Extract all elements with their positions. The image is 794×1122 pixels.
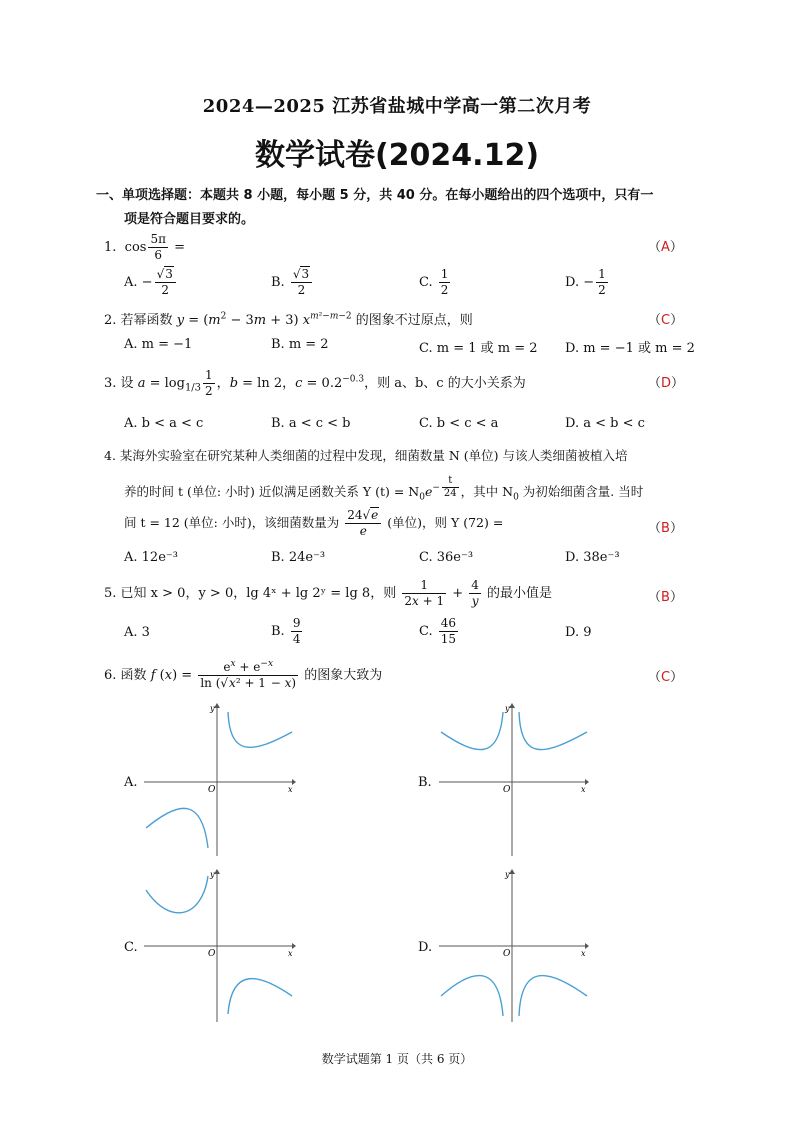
q5-option-d: D. 9 — [565, 625, 592, 640]
q1-option-b: B. $\frac{√3}{2}$ — [271, 267, 314, 298]
answer-letter: C — [661, 313, 671, 328]
q6-option-a-label: A. — [124, 775, 138, 790]
q3-option-a: A. b < a < c — [124, 416, 204, 431]
origin-label: O — [503, 785, 511, 795]
q5-option-a: A. 3 — [124, 625, 150, 640]
origin-label: O — [503, 949, 511, 959]
answer-6: （C） — [648, 670, 684, 685]
curve-left — [441, 976, 503, 1016]
curve-right — [228, 712, 292, 747]
graph-option-a — [140, 700, 300, 860]
x-axis-label: x — [288, 949, 293, 958]
q3-option-d: D. a < b < c — [565, 416, 645, 431]
q4-option-a: A. 12e⁻³ — [124, 550, 178, 565]
question-4-line1: 4. 某海外实验室在研究某种人类细菌的过程中发现，细菌数量 N (单位) 与该人类细菌被植入培 — [104, 448, 628, 463]
q6-option-d-label: D. — [418, 940, 433, 955]
graph-option-d — [435, 866, 595, 1026]
exam-title-line2: 数学试卷(2024.12) — [254, 138, 540, 173]
answer-letter: B — [661, 521, 670, 536]
q4-option-c: C. 36e⁻³ — [419, 550, 474, 565]
answer-letter: C — [661, 670, 671, 685]
curve-right — [519, 976, 587, 1016]
answer-1: （A） — [648, 240, 683, 255]
q2-option-d: D. m = −1 或 m = 2 — [565, 341, 695, 356]
q3-option-b: B. a < c < b — [271, 416, 351, 431]
q5-option-c: C. $\frac{46}{15}$ — [419, 616, 457, 646]
question-6: 6. 函数 f (x) = $\frac{e^x + e^{-x}}{\text{ln (√x² + 1 − x)}}$ 的图象大致为 — [104, 659, 383, 690]
exam-title-line1: 2024—2025 江苏省盐城中学高一第二次月考 — [202, 96, 592, 117]
x-axis-label: x — [288, 785, 293, 794]
y-axis-label: y — [505, 704, 510, 713]
graph-option-c — [140, 866, 300, 1026]
curve-right — [519, 712, 587, 750]
x-axis-label: x — [581, 785, 586, 794]
q3-option-c: C. b < c < a — [419, 416, 499, 431]
curve-left — [441, 712, 503, 750]
answer-2: （C） — [648, 313, 684, 328]
question-4-line3: 间 t = 12 (单位: 小时)，该细菌数量为 $\frac{24√e}{e}$ (单位)，则 Y (72) = — [124, 508, 504, 538]
curve-left — [146, 876, 208, 913]
answer-letter: D — [661, 376, 672, 391]
section-heading-line1: 一、单项选择题：本题共 8 小题，每小题 5 分，共 40 分。在每小题给出的四个选项中，只有一 — [96, 188, 654, 203]
q1-option-c: C. $\frac{1}{2}$ — [419, 267, 449, 297]
q4-option-d: D. 38e⁻³ — [565, 550, 620, 565]
curve-right — [228, 979, 292, 1014]
x-axis-label: x — [581, 949, 586, 958]
q1-option-d: D. − $\frac{1}{2}$ — [565, 267, 606, 297]
answer-letter: A — [661, 240, 670, 255]
answer-5: （B） — [648, 590, 683, 605]
q6-option-b-label: B. — [418, 775, 432, 790]
q2-option-c: C. m = 1 或 m = 2 — [419, 341, 538, 356]
question-number: 1. — [104, 240, 117, 255]
section-heading-line2: 项是符合题目要求的。 — [124, 212, 255, 227]
origin-label: O — [208, 785, 216, 795]
question-3: 3. 设 $a = \log_{1/3}$ $\frac{1}{2}$ ，b = ln 2，$c = 0.2^{-0.3}$，则 a、b、c 的大小关系为 — [104, 368, 526, 398]
curve-left — [146, 808, 208, 848]
question-5: 5. 已知 x > 0，y > 0，lg 4ˣ + lg 2ʸ = lg 8，则 $\frac{1}{2x + 1}$ + $\frac{4}{y}$ 的最小值是 — [104, 578, 553, 608]
q4-option-b: B. 24e⁻³ — [271, 550, 326, 565]
y-axis-label: y — [210, 870, 215, 879]
question-1: 1. cos $\frac{5\pi}{6}$ = — [104, 232, 186, 262]
graph-option-b — [435, 700, 595, 860]
q1-option-a: A. − $\frac{√3}{2}$ — [124, 267, 178, 298]
answer-3: （D） — [648, 376, 685, 391]
y-axis-label: y — [210, 704, 215, 713]
answer-letter: B — [661, 590, 670, 605]
y-axis-label: y — [505, 870, 510, 879]
answer-4: （B） — [648, 521, 683, 536]
origin-label: O — [208, 949, 216, 959]
q2-option-b: B. m = 2 — [271, 337, 329, 352]
question-4-line2: 养的时间 t (单位: 小时) 近似满足函数关系 Y $(t) = N_0e^{- \frac{t}{24}}$ ，其中 $N_0$ 为初始细菌含量. 当时 — [124, 475, 644, 503]
q6-option-c-label: C. — [124, 940, 138, 955]
q2-option-a: A. m = −1 — [124, 337, 193, 352]
page-footer: 数学试题第 1 页（共 6 页） — [321, 1052, 473, 1066]
section-heading — [96, 184, 700, 232]
question-2: 2. 若幂函数 $y = (m^2 - 3m + 3)$ $x^{m^2-m-2}$ 的图象不过原点，则 — [104, 311, 473, 328]
q5-option-b: B. $\frac{9}{4}$ — [271, 616, 301, 646]
